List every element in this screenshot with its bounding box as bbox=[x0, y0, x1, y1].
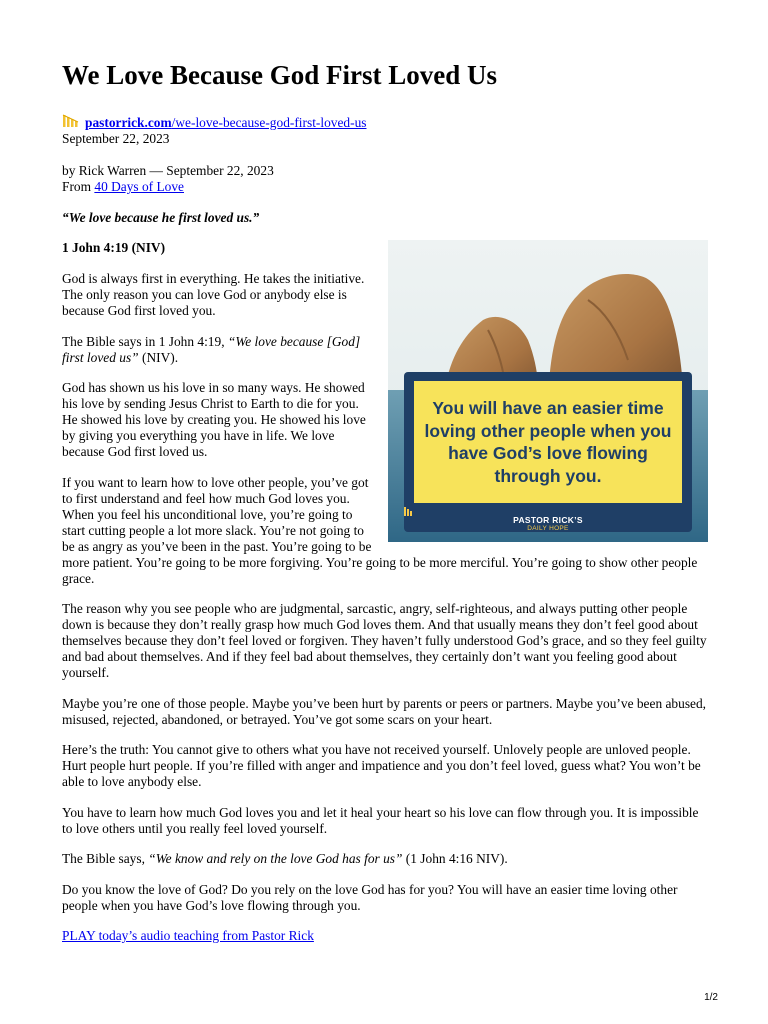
paragraph-7: Here’s the truth: You cannot give to others what you have not received yourself. Unlovely people are unloved people. Hurt people hurt people. If you’re filled with anger and impatience and you don’t feel loved, guess what? You won’t be able to love anybody else. bbox=[62, 742, 701, 789]
from-line: From 40 Days of Love bbox=[62, 179, 184, 194]
paragraph-6: Maybe you’re one of those people. Maybe you’ve been hurt by parents or peers or partners. Maybe you’ve been abused, misused, rejected, abandoned, or betrayed. You’ve got some scars on your heart. bbox=[62, 695, 707, 727]
pastor-rick-logo-icon bbox=[62, 114, 84, 128]
byline: by Rick Warren — September 22, 2023 bbox=[62, 163, 274, 178]
paragraph-5: The reason why you see people who are judgmental, sarcastic, angry, self-righteous, and always putting other people down is because they don’t really grasp how much God loves them. And that usually means they don’t feel good about themselves because they don’t feel loved or forgiven. They haven’t fully understood God’s grace, and so they feel guilty and bad about themselves. And if they feel bad about themselves, they certainly don’t want you feeling good about yourself. bbox=[62, 601, 707, 680]
key-verse-quote: “We love because he first loved us.” bbox=[62, 210, 260, 225]
quote-card bbox=[404, 372, 692, 532]
source-line bbox=[62, 114, 708, 131]
paragraph-1: God is always first in everything. He takes the initiative. The only reason you can love God or anybody else is because God first loved you. bbox=[62, 271, 365, 318]
paragraph-9: The Bible says, “We know and rely on the love God has for us” (1 John 4:16 NIV). bbox=[62, 851, 508, 866]
paragraph-2: The Bible says in 1 John 4:19, “We love because [God] first loved us” (NIV). bbox=[62, 333, 361, 365]
source-link[interactable]: pastorrick.com/we-love-because-god-first-loved-us bbox=[85, 115, 367, 130]
paragraph-4: If you want to learn how to love other people, you’ve got to first understand and feel how much God loves you. When you feel his unconditional love, you’re going to start cutting people a lot more slack. You’re not going to be as angry as you’ve been in the past. You’re going to be more patient. You’re going to be more forgiving. You’re going to be more merciful. You’re going to show other people grace. bbox=[62, 474, 698, 586]
brand-mark-icon bbox=[404, 507, 418, 516]
play-audio-link[interactable]: PLAY today’s audio teaching from Pastor Rick bbox=[62, 928, 314, 943]
article-title: We Love Because God First Loved Us bbox=[62, 60, 497, 90]
devotional-image bbox=[388, 240, 708, 542]
paragraph-3: God has shown us his love in so many ways. He showed his love by sending Jesus Christ to Earth to die for you. He showed his love by creating you. He showed his love by giving you everything you have in life. We love because God first loved us. bbox=[62, 380, 366, 459]
play-audio-line bbox=[62, 928, 708, 944]
series-link[interactable]: 40 Days of Love bbox=[94, 179, 184, 194]
publish-date: September 22, 2023 bbox=[62, 131, 170, 146]
brand-logo: PASTOR RICK’S DAILY HOPE bbox=[404, 507, 692, 533]
paragraph-8: You have to learn how much God loves you and let it heal your heart so his love can flow through you. It is impossible to love others until you really feel loved yourself. bbox=[62, 804, 699, 836]
article bbox=[62, 58, 708, 959]
paragraph-10: Do you know the love of God? Do you rely on the love God has for you? You will have an easier time loving other people when you have God’s love flowing through you. bbox=[62, 881, 678, 913]
verse-reference: 1 John 4:19 (NIV) bbox=[62, 240, 166, 255]
page-number: 1/2 bbox=[704, 992, 718, 1003]
card-quote-text: You will have an easier time loving other people when you have God’s love flowing through you. bbox=[424, 398, 672, 486]
